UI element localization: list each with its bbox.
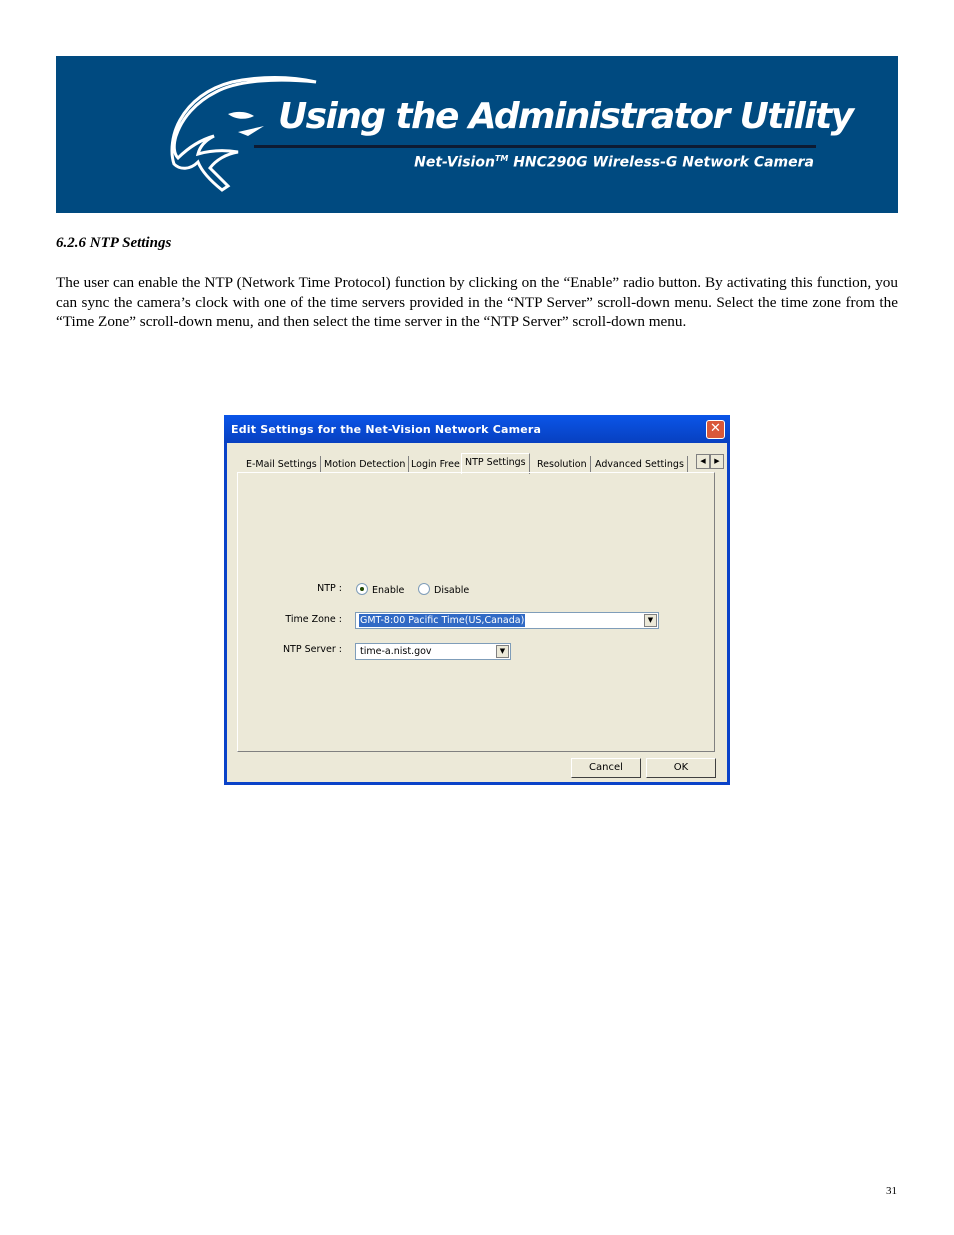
- page-number: 31: [886, 1185, 897, 1197]
- banner-title: Using the Administrator Utility: [278, 96, 853, 137]
- ntp-disable-radio[interactable]: [418, 583, 469, 596]
- time-zone-label: Time Zone :: [285, 614, 342, 625]
- ntp-server-value: time-a.nist.gov: [360, 646, 432, 657]
- ntp-server-label: NTP Server :: [282, 644, 342, 655]
- tab-strip: [238, 453, 723, 473]
- tab-advanced-settings[interactable]: Advanced Settings: [592, 456, 688, 473]
- tab-motion-detection[interactable]: Motion Detection: [321, 456, 409, 473]
- tab-login-free[interactable]: Login Free: [408, 456, 464, 473]
- time-zone-value: GMT-8:00 Pacific Time(US,Canada): [360, 615, 525, 626]
- radio-checked-icon[interactable]: [356, 583, 368, 595]
- tab-email-settings[interactable]: E-Mail Settings: [243, 456, 321, 473]
- tab-resolution[interactable]: Resolution: [534, 456, 591, 473]
- section-heading: 6.2.6 NTP Settings: [56, 235, 172, 251]
- tab-scroll-right-icon[interactable]: ▶: [710, 454, 724, 469]
- edit-settings-dialog: [224, 415, 730, 785]
- ntp-enable-radio[interactable]: [356, 583, 404, 596]
- time-zone-select[interactable]: [355, 612, 659, 629]
- ok-button[interactable]: OK: [646, 758, 716, 778]
- close-icon[interactable]: ✕: [706, 420, 725, 439]
- banner-subtitle: [414, 154, 814, 171]
- dialog-title: Edit Settings for the Net-Vision Network Camera: [231, 423, 542, 436]
- radio-unchecked-icon[interactable]: [418, 583, 430, 595]
- tab-ntp-settings[interactable]: NTP Settings: [461, 453, 530, 474]
- ntp-label: NTP :: [317, 583, 342, 594]
- cancel-button[interactable]: Cancel: [571, 758, 641, 778]
- dialog-client-area: [227, 443, 727, 782]
- dialog-titlebar[interactable]: [224, 415, 730, 443]
- subtitle-brand: Net-Vision: [414, 154, 495, 171]
- disable-label: Disable: [434, 585, 470, 596]
- chevron-down-icon[interactable]: ▼: [496, 645, 509, 658]
- ntp-settings-panel: [237, 472, 715, 752]
- ntp-server-select[interactable]: [355, 643, 511, 660]
- header-banner: [56, 56, 898, 213]
- enable-label: Enable: [372, 585, 405, 596]
- trademark-mark: TM: [494, 154, 509, 163]
- tab-scroll-left-icon[interactable]: ◀: [696, 454, 710, 469]
- chevron-down-icon[interactable]: ▼: [644, 614, 657, 627]
- banner-divider: [254, 145, 816, 148]
- body-paragraph: The user can enable the NTP (Network Time Protocol) function by clicking on the “Enable” radio button. By activating this function, you can sync the camera’s clock with one of the time servers provided in the “NTP Server” scroll-down menu. Select the time zone from the “Time Zone” scroll-down menu, and then select the time server in the “NTP Server” scroll-down menu.: [56, 274, 898, 331]
- subtitle-model: HNC290G Wireless-G Network Camera: [508, 154, 814, 171]
